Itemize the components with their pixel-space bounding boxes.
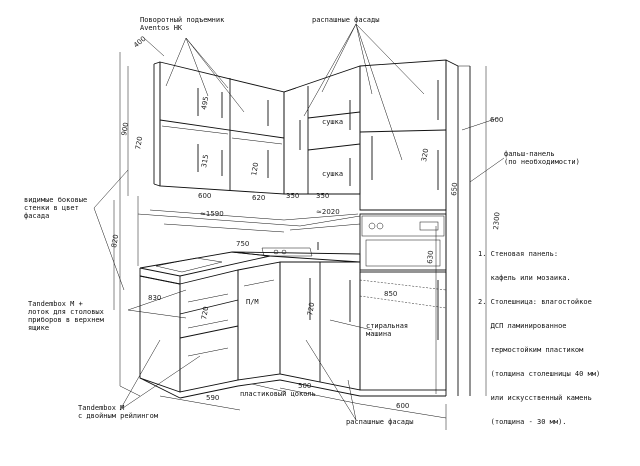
dim-620: 620 <box>252 194 266 202</box>
label-false-panel: фальш-панель (по необходимости) <box>504 150 580 166</box>
dim-830: 830 <box>148 294 162 302</box>
dim-650: 650 <box>450 182 460 197</box>
dim-400: 400 <box>132 34 148 50</box>
label-dryer-1: сушка <box>322 118 344 126</box>
dim-350a: 350 <box>286 192 300 200</box>
dim-600b: 600 <box>396 402 410 410</box>
dim-315: 315 <box>200 153 211 169</box>
dim-320: 320 <box>420 147 431 163</box>
dimension-lines <box>114 38 498 430</box>
notes-list: 1. Стеновая панель: кафель или мозаика. 2. Столешница: влагостойкое ДСП ламинированное термостойким пластиком (толщина столешницы 40 мм) или искусственный камень (толщина - 30 мм). <box>478 250 601 426</box>
dim-500: 500 <box>298 382 312 390</box>
label-washing: стиральная машина <box>366 322 409 338</box>
label-pm: П/М <box>246 298 259 306</box>
dim-820: 820 <box>110 233 121 249</box>
dim-2300: 2300 <box>492 211 502 231</box>
dim-600a: 600 <box>198 192 212 200</box>
dim-900: 900 <box>120 121 131 137</box>
dim-720c: 720 <box>306 301 317 317</box>
dim-120: 120 <box>250 161 261 177</box>
label-dryer-2: сушка <box>322 170 344 178</box>
dim-2020: ≈2020 <box>316 208 340 216</box>
dim-350b: 350 <box>316 192 330 200</box>
label-lift: Поворотный подъемник Aventos HK <box>140 16 225 32</box>
label-side-walls: видимые боковые стенки в цвет фасада <box>24 196 88 220</box>
dim-630: 630 <box>426 250 436 265</box>
dim-750: 750 <box>236 240 250 248</box>
base-cabinets <box>140 242 446 398</box>
dim-720b: 720 <box>200 305 211 321</box>
room-walls <box>120 52 360 396</box>
label-tandembox-tray: Tandembox M + лоток для столовых приборов в верхнем ящике <box>28 300 104 332</box>
dim-600c: 600 <box>490 116 504 124</box>
wall-cabinets-left <box>154 62 284 194</box>
dim-590: 590 <box>206 394 220 402</box>
label-plinth: пластиковый цоколь <box>240 390 316 398</box>
label-facades-top: распашные фасады <box>312 16 380 24</box>
label-facades-bottom: распашные фасады <box>346 418 414 426</box>
dim-850: 850 <box>384 290 398 298</box>
leader-lines <box>94 24 504 420</box>
dim-495: 495 <box>200 95 211 111</box>
label-tandembox-rail: Tandembox M с двойным рейлингом <box>78 404 159 420</box>
dim-720a: 720 <box>134 135 145 151</box>
dim-1590: ≈1590 <box>200 210 224 218</box>
